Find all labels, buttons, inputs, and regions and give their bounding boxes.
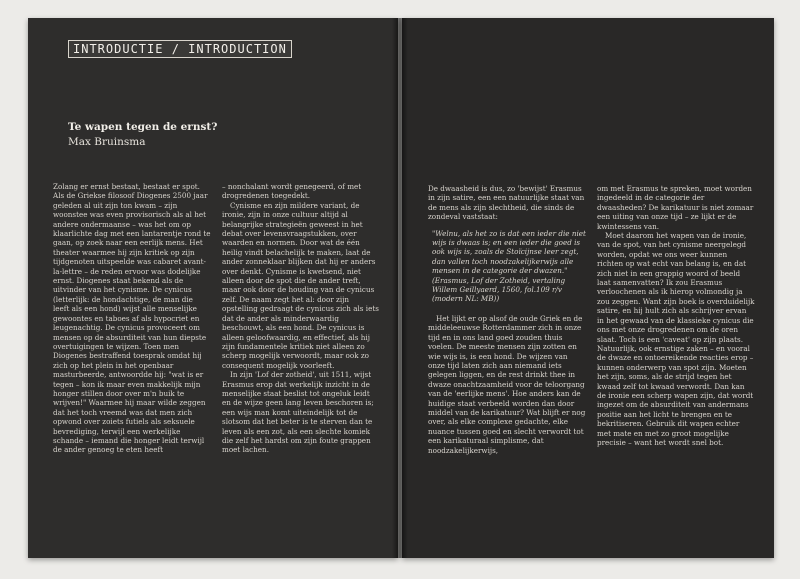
book-gutter <box>392 18 408 558</box>
article-title: Te wapen tegen de ernst? <box>68 121 218 133</box>
paragraph: Moet daarom het wapen van de ironie, van de spot, van het cynisme neergelegd worden, opdat we ons weer kunnen richten op wat echt van belang is, en dat zich niet in een grappig woord of beeld laat samenvatten? Ik zou Erasmus verloochenen als ik hierop volmondig ja zou zeggen. Want zijn boek is overduidelijk satire, en hij hult zich als schrijver ervan in het gewaad van de klassieke cynicus die ons met onze drogredenen om de oren slaat. Toch is een 'caveat' op zijn plaats. Natuurlijk, ook ernstige zaken – en vooral de dwaze en ontoereikende reacties erop – kunnen onderwerp van spot zijn. Moeten het zijn, soms, als de strijd tegen het kwaad zelf tot kwaad verwordt. Dan kan de ironie een scherp wapen zijn, dat wordt ingezet om de absurditeit van andermans positie aan het licht te brengen en te bekritiseren. Gebruik dit wapen echter met mate en met zo groot mogelijke precisie – want het wordt snel bot. <box>597 231 755 447</box>
paragraph: In zijn 'Lof der zotheid', uit 1511, wijst Erasmus erop dat werkelijk inzicht in de menselijke staat beslist tot ongeluk leidt en de wijze geen lang leven beschoren is; een wijs man komt uiteindelijk tot de slotsom dat het beter is te sterven dan te leven als een zot, als een slechte komiek die zelf het hardst om zijn foute grappen moet lachen. <box>222 370 374 455</box>
paragraph: Zolang er ernst bestaat, bestaat er spot. Als de Griekse filosoof Diogenes 2500 jaar geleden al uit zijn ton kwam – zijn woonstee was even provisorisch als al het andere ondermaanse – was het om op klaarlichte dag met een lantarentje rond te gaan, op zoek naar een eerlijk mens. Het theater waarmee hij zijn kritiek op zijn tijdgenoten uitspeelde was cabaret avant-la-lettre – de reden ervoor was dodelijke ernst. Diogenes staat bekend als de uitvinder van het cynisme. De cynicus (letterlijk: de hondachtige, de man die leeft als een hond) wijst alle menselijke gewoontes en taboes af als hypocriet en leugenachtig. De cynicus provoceert om mensen op de absurditeit van hun diepste overtuigingen te wijzen. Toen men Diogenes bestraffend toesprak omdat hij zich op het plein in het openbaar masturbeerde, antwoordde hij: "wat is er tegen – kon ik maar even makkelijk mijn honger stillen door over m'n buik te wrijven!" Waarmee hij maar wilde zeggen dat het toch vreemd was dat men zich opwond over zoiets futiels als seksuele bevrediging, terwijl een werkelijke schande – iemand die honger leidt terwijl de ander genoeg te eten heeft <box>53 182 211 455</box>
paragraph: De dwaasheid is dus, zo 'bewijst' Erasmus in zijn satire, een een natuurlijke staat van de mens als zijn slechtheid, die sinds de zondeval vaststaat: <box>428 184 585 222</box>
paragraph: Het lijkt er op alsof de oude Griek en de middeleeuwse Rotterdammer zich in onze tijd en in ons land goed zouden thuis voelen. De meeste mensen zijn zotten en wie wijs is, is een hond. De wijzen van onze tijd laten zich aan niemand iets gelegen liggen, en de rest drinkt thee in dwaze onachtzaamheid voor de teloorgang van de 'eerlijke mens'. Hoe anders kan de huidige staat verbeeld worden dan door middel van de karikatuur? Wat blijft er nog over, als elke complexe gedachte, elke nuance tussen goed en slecht verwordt tot een karikaturaal simplisme, dat noodzakelijkerwijs, <box>428 313 586 455</box>
text-column-3 <box>428 184 586 455</box>
paragraph: Cynisme en zijn mildere variant, de ironie, zijn in onze cultuur altijd al belangrijke strategieën geweest in het debat over levensvraagstukken, over waarden en normen. Door wat de één heilig vindt belachelijk te maken, laat de ander zonneklaar blijken dat hij er anders over denkt. Cynisme is kwetsend, niet alleen door de spot die de ander treft, maar ook door de houding van de cynicus zelf. De naam zegt het al: door zijn opstelling gedraagt de cynicus zich als iets dat de ander als minderwaardig beschouwt, als een hond. De cynicus is alleen geloofwaardig, en effectief, als hij zijn fundamentele kritiek niet alleen zo scherp mogelijk verwoordt, maar ook zo consequent mogelijk voorleeft. <box>222 200 379 370</box>
right-page <box>402 18 774 558</box>
section-label: INTRODUCTIE / INTRODUCTION <box>68 40 292 58</box>
left-page <box>28 18 398 558</box>
paragraph: – nonchalant wordt genegeerd, of met drogredenen toegedekt. <box>222 182 362 201</box>
article-author: Max Bruinsma <box>68 136 146 148</box>
block-quote: "Welnu, als het zo is dat een ieder die niet wijs is dwaas is; en een ieder die goed is ook wijs is, zoals de Stoïcijnse leer zegt, dan vallen toch noodzakelijkerwijs alle mensen in de categorie der dwazen." (Erasmus, Lof der Zotheid, vertaling Willem Geillyaerd, 1560, fol.109 r/v (modern NL: MB)) <box>432 228 586 304</box>
paragraph: om met Erasmus te spreken, moet worden ingedeeld in de categorie der dwaasheden? De karikatuur is niet zomaar een uiting van onze tijd – ze lijkt er de kwintessens van. <box>597 184 754 231</box>
text-column-4 <box>597 184 755 447</box>
text-column-1 <box>53 182 211 455</box>
text-column-2 <box>222 182 380 455</box>
